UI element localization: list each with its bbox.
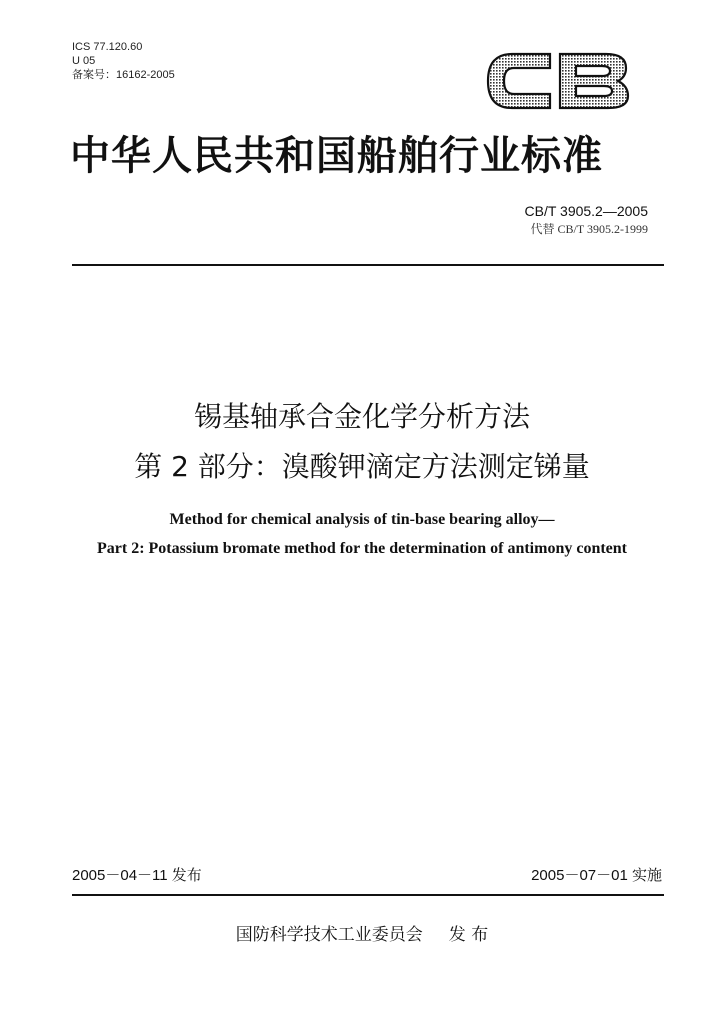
en-title-line1: Method for chemical analysis of tin-base bearing alloy— — [169, 511, 555, 528]
standard-title: 中华人民共和国船舶行业标准 — [70, 133, 603, 179]
publisher — [0, 924, 724, 946]
issue-date: 2005－04－11 发布 — [72, 867, 202, 884]
top-divider — [72, 264, 664, 266]
standard-code: CB/T 3905.2—2005 — [524, 203, 648, 219]
bottom-divider — [72, 894, 664, 896]
replaces-code: 代替 CB/T 3905.2-1999 — [530, 222, 648, 236]
logo-letter-b — [560, 54, 628, 108]
record-number: 备案号：16162-2005 — [72, 69, 175, 81]
logo-letter-c — [488, 54, 550, 108]
effective-date: 2005－07－01 实施 — [531, 867, 662, 884]
publisher-name: 国防科学技术工业委员会 — [235, 925, 423, 945]
cn-title-line1: 锡基轴承合金化学分析方法 — [193, 400, 530, 433]
category-code: U 05 — [72, 55, 96, 67]
en-title-line2: Part 2: Potassium bromate method for the determination of antimony content — [96, 540, 627, 557]
standard-codes — [525, 202, 649, 238]
publisher-action: 发 布 — [448, 925, 489, 945]
standard-metadata — [72, 40, 175, 82]
cb-logo — [484, 46, 630, 116]
cn-title-line2: 第 2 部分：溴酸钾滴定方法测定锑量 — [134, 450, 590, 483]
ics-code: ICS 77.120.60 — [72, 41, 143, 53]
